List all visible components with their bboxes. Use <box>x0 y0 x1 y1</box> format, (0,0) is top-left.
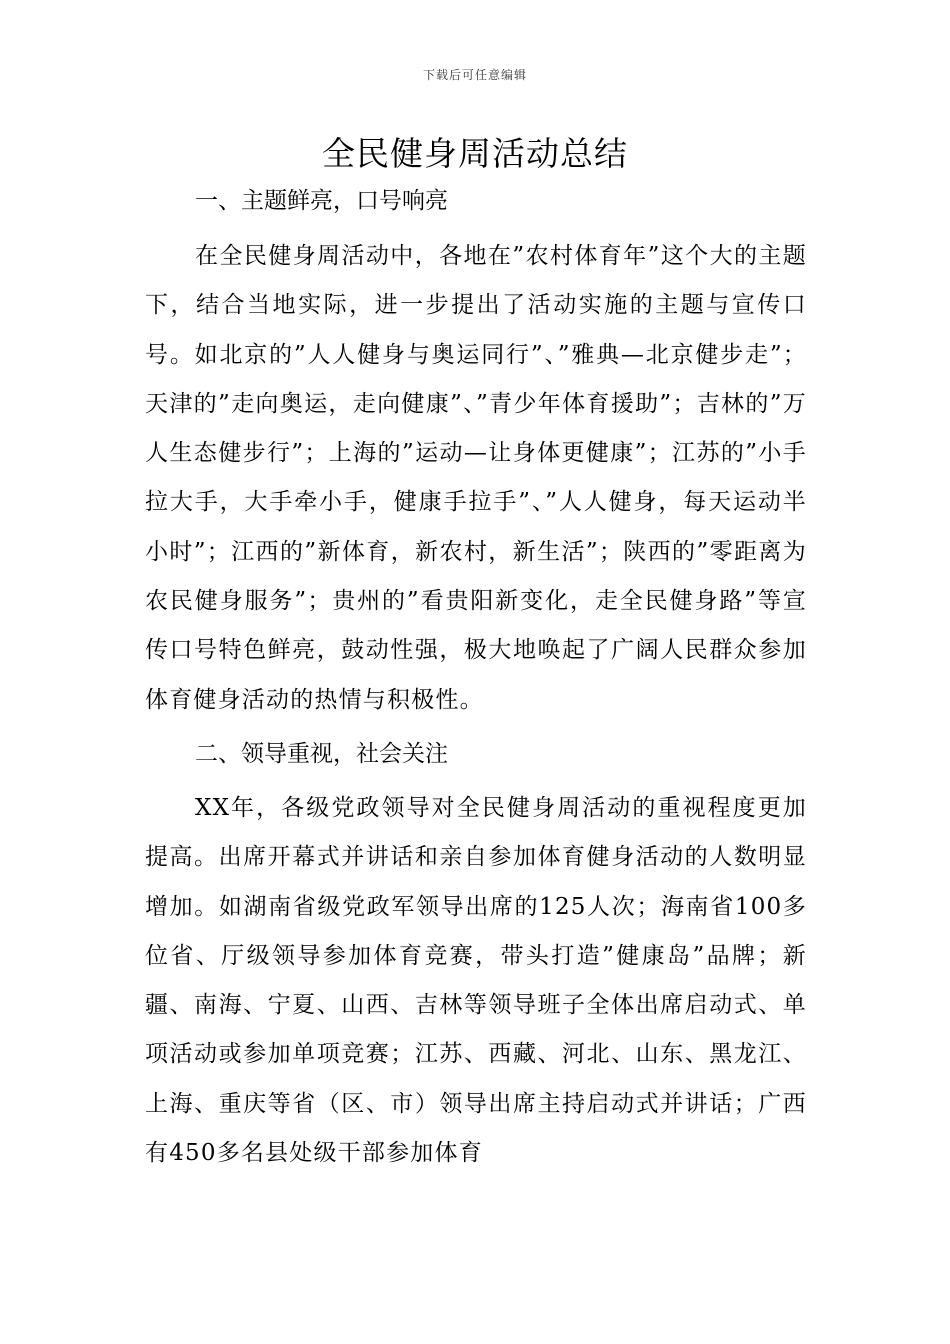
section-heading-1: 一、主题鲜亮，口号响亮 <box>195 188 448 214</box>
section-paragraph-2: XX年，各级党政领导对全民健身周活动的重视程度更加提高。出席开幕式并讲话和亲自参加体育健身活动的人数明显增加。如湖南省级党政军领导出席的125人次；海南省100多位省、厅级领导参加体育竞赛，带头打造”健康岛”品牌；新疆、南海、宁夏、山西、吉林等领导班子全体出席启动式、单项活动或参加单项竞赛；江苏、西藏、河北、山东、黑龙江、上海、重庆等省（区、市）领导出席主持启动式并讲话；广西有450多名县处级干部参加体育 <box>145 794 807 1167</box>
document-body <box>145 177 807 1178</box>
document-title: 全民健身周活动总结 <box>322 134 628 173</box>
section-heading-2: 二、领导重视，社会关注 <box>195 740 448 767</box>
header-note: 下载后可任意编辑 <box>422 68 527 82</box>
section-paragraph-1: 在全民健身周活动中，各地在”农村体育年”这个大的主题下，结合当地实际，进一步提出了活动实施的主题与宣传口号。如北京的”人人健身与奥运同行”、”雅典—北京健步走”；天津的”走向奥运，走向健康”、”青少年体育援助”；吉林的”万人生态健步行”；上海的”运动—让身体更健康”；江苏的”小手拉大手，大手牵小手，健康手拉手”、”人人健身，每天运动半小时”；江西的”新体育，新农村，新生活”；陕西的”零距离为农民健身服务”；贵州的”看贵阳新变化，走全民健身路”等宣传口号特色鲜亮，鼓动性强，极大地唤起了广阔人民群众参加体育健身活动的热情与积极性。 <box>145 243 807 713</box>
